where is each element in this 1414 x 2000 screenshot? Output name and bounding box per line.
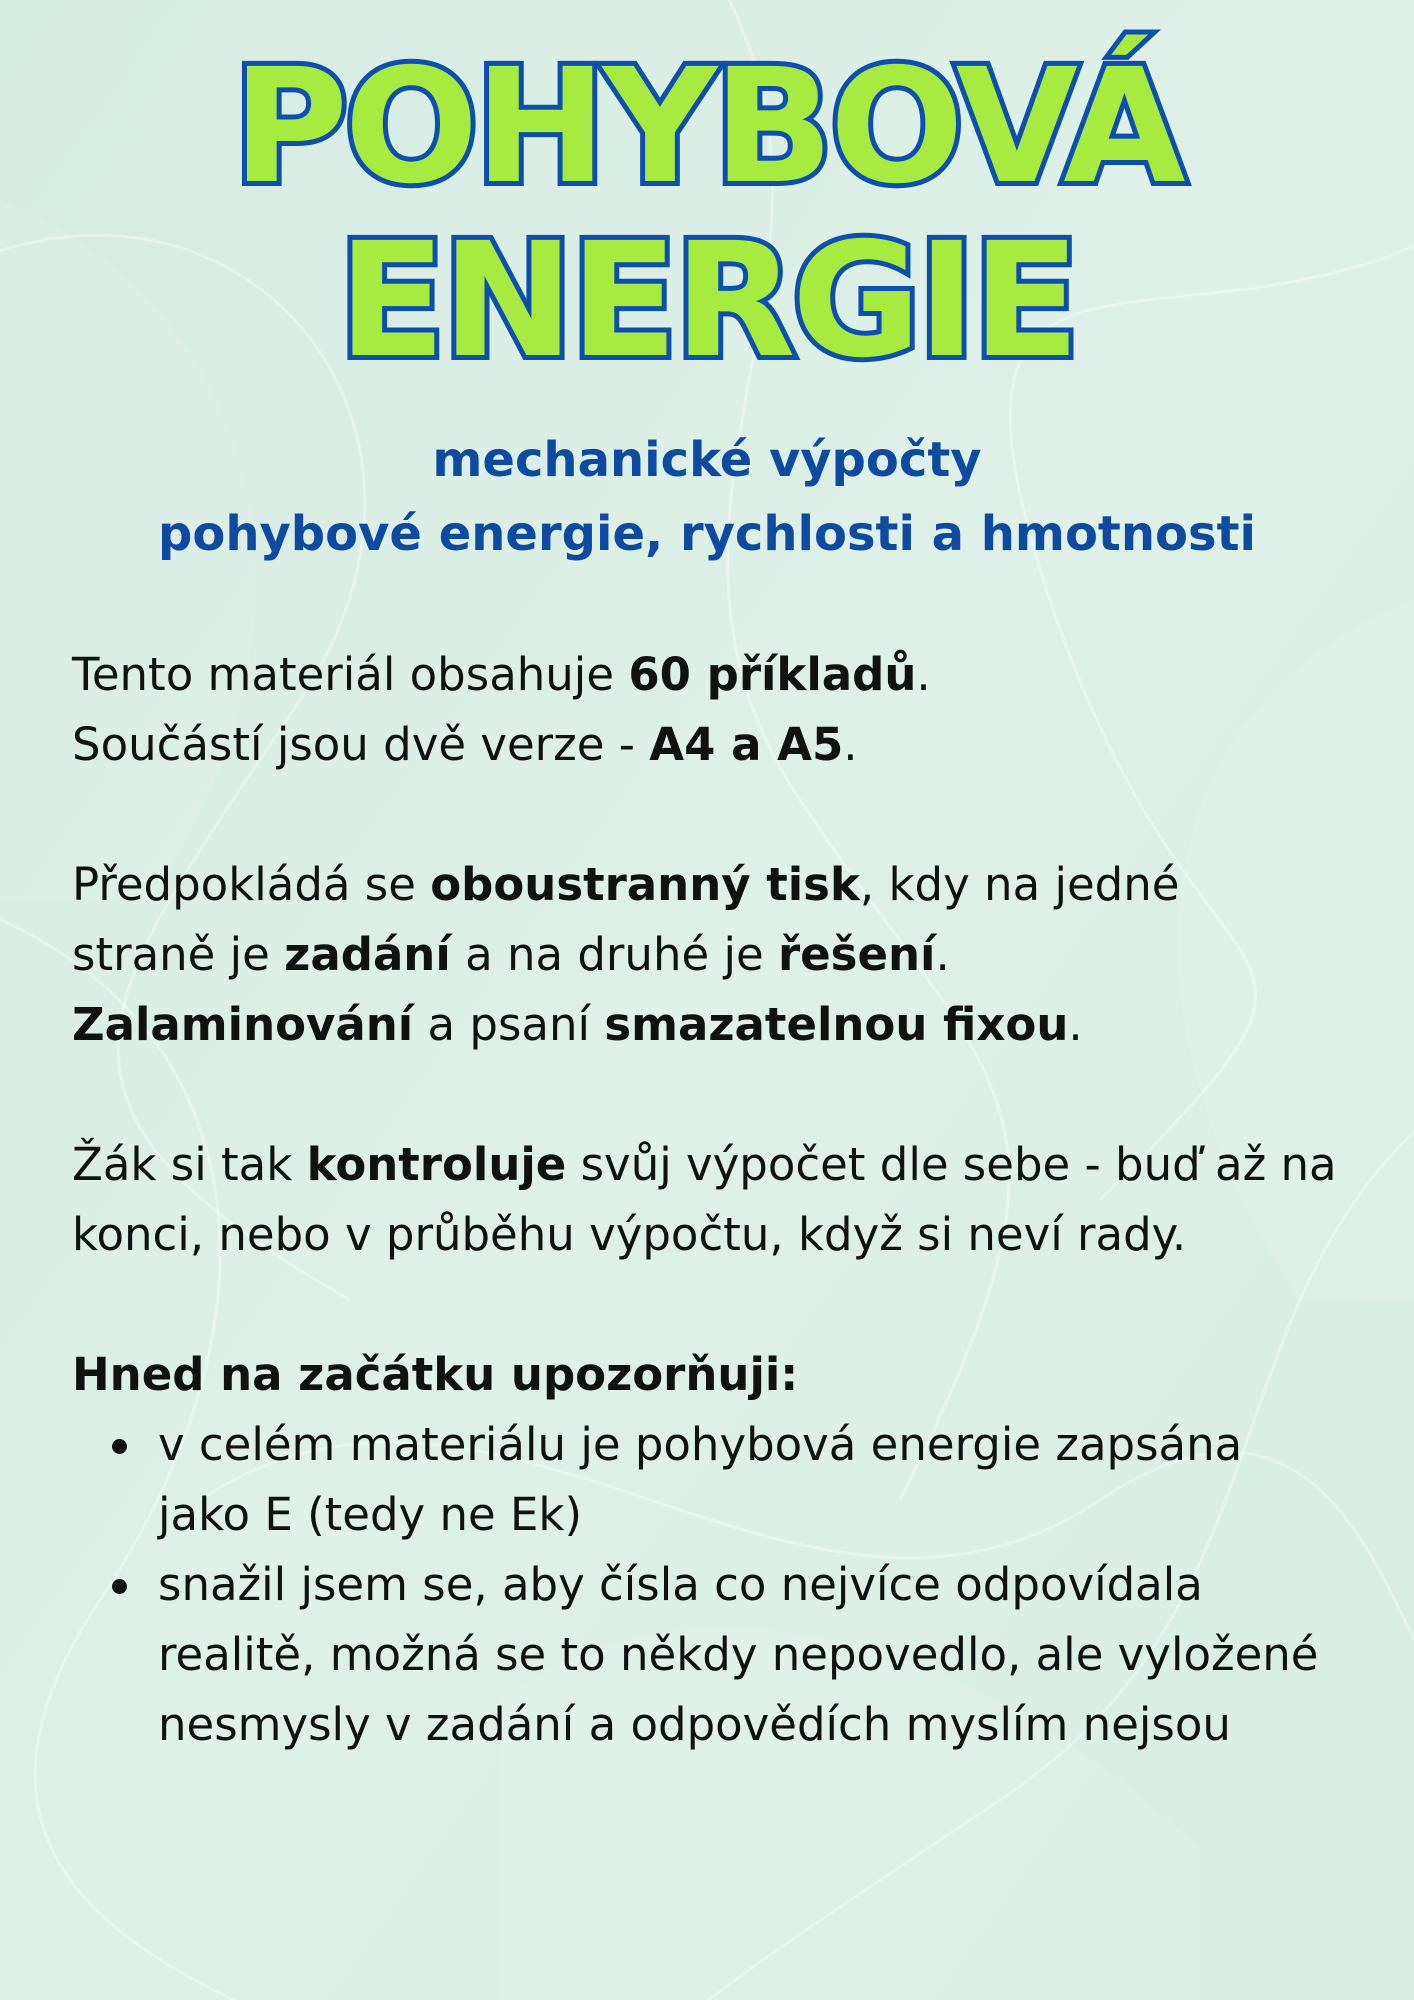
bullet-icon — [112, 1439, 127, 1454]
print-text: a psaní — [413, 998, 605, 1051]
period: . — [1068, 998, 1083, 1051]
list-item — [72, 1410, 1362, 1550]
list-item-line: snažil jsem se, aby čísla co nejvíce odpovídala — [158, 1558, 1203, 1611]
subtitle-line-2: pohybové energie, rychlosti a hmotnosti — [158, 506, 1256, 562]
title-line-1: POHYBOVÁ — [232, 35, 1182, 219]
list-item-line: v celém materiálu je pohybová energie zapsána — [158, 1418, 1243, 1471]
subtitle-line-1: mechanické výpočty — [432, 432, 982, 488]
list-item-line: realitě, možná se to někdy nepovedlo, ale vyložené — [158, 1628, 1319, 1681]
print-text: Předpokládá se — [72, 858, 431, 911]
checks-word: kontroluje — [306, 1138, 567, 1191]
period: . — [935, 928, 950, 981]
intro-line-2 — [72, 710, 1362, 780]
intro-paragraph — [72, 640, 1362, 780]
print-line-3 — [72, 990, 1362, 1060]
list-item-line: jako E (tedy ne Ek) — [158, 1488, 583, 1541]
body-text — [72, 640, 1362, 1760]
list-item — [72, 1550, 1362, 1760]
period: . — [843, 718, 858, 771]
period: . — [916, 648, 931, 701]
print-line-2 — [72, 920, 1362, 990]
example-count: 60 příkladů — [628, 648, 917, 701]
check-text: svůj výpočet dle sebe - buď až na — [566, 1138, 1337, 1191]
check-line-1 — [72, 1130, 1362, 1200]
bullet-icon — [112, 1579, 127, 1594]
versions-text: Součástí jsou dvě verze - — [72, 718, 650, 771]
check-line-2: konci, nebo v průběhu výpočtu, když si neví rady. — [72, 1208, 1187, 1261]
check-text: Žák si tak — [72, 1138, 307, 1191]
notice-list — [72, 1410, 1362, 1760]
notice-heading: Hned na začátku upozorňuji: — [72, 1348, 799, 1401]
check-paragraph — [72, 1130, 1362, 1270]
intro-text: Tento materiál obsahuje — [72, 648, 629, 701]
duplex-print: oboustranný tisk — [430, 858, 860, 911]
print-line-1 — [72, 850, 1362, 920]
lamination-word: Zalaminování — [72, 998, 414, 1051]
notice-section — [72, 1340, 1362, 1760]
print-paragraph — [72, 850, 1362, 1060]
title-line-2: ENERGIE — [337, 209, 1077, 393]
solution-word: řešení — [777, 928, 936, 981]
print-text: , kdy na jedné — [859, 858, 1180, 911]
intro-line-1 — [72, 640, 1362, 710]
erasable-marker: smazatelnou fixou — [604, 998, 1069, 1051]
print-text: straně je — [72, 928, 285, 981]
assignment-word: zadání — [284, 928, 451, 981]
versions-value: A4 a A5 — [649, 718, 844, 771]
print-text: a na druhé je — [450, 928, 778, 981]
list-item-line: nesmysly v zadání a odpovědích myslím nejsou — [158, 1698, 1231, 1751]
